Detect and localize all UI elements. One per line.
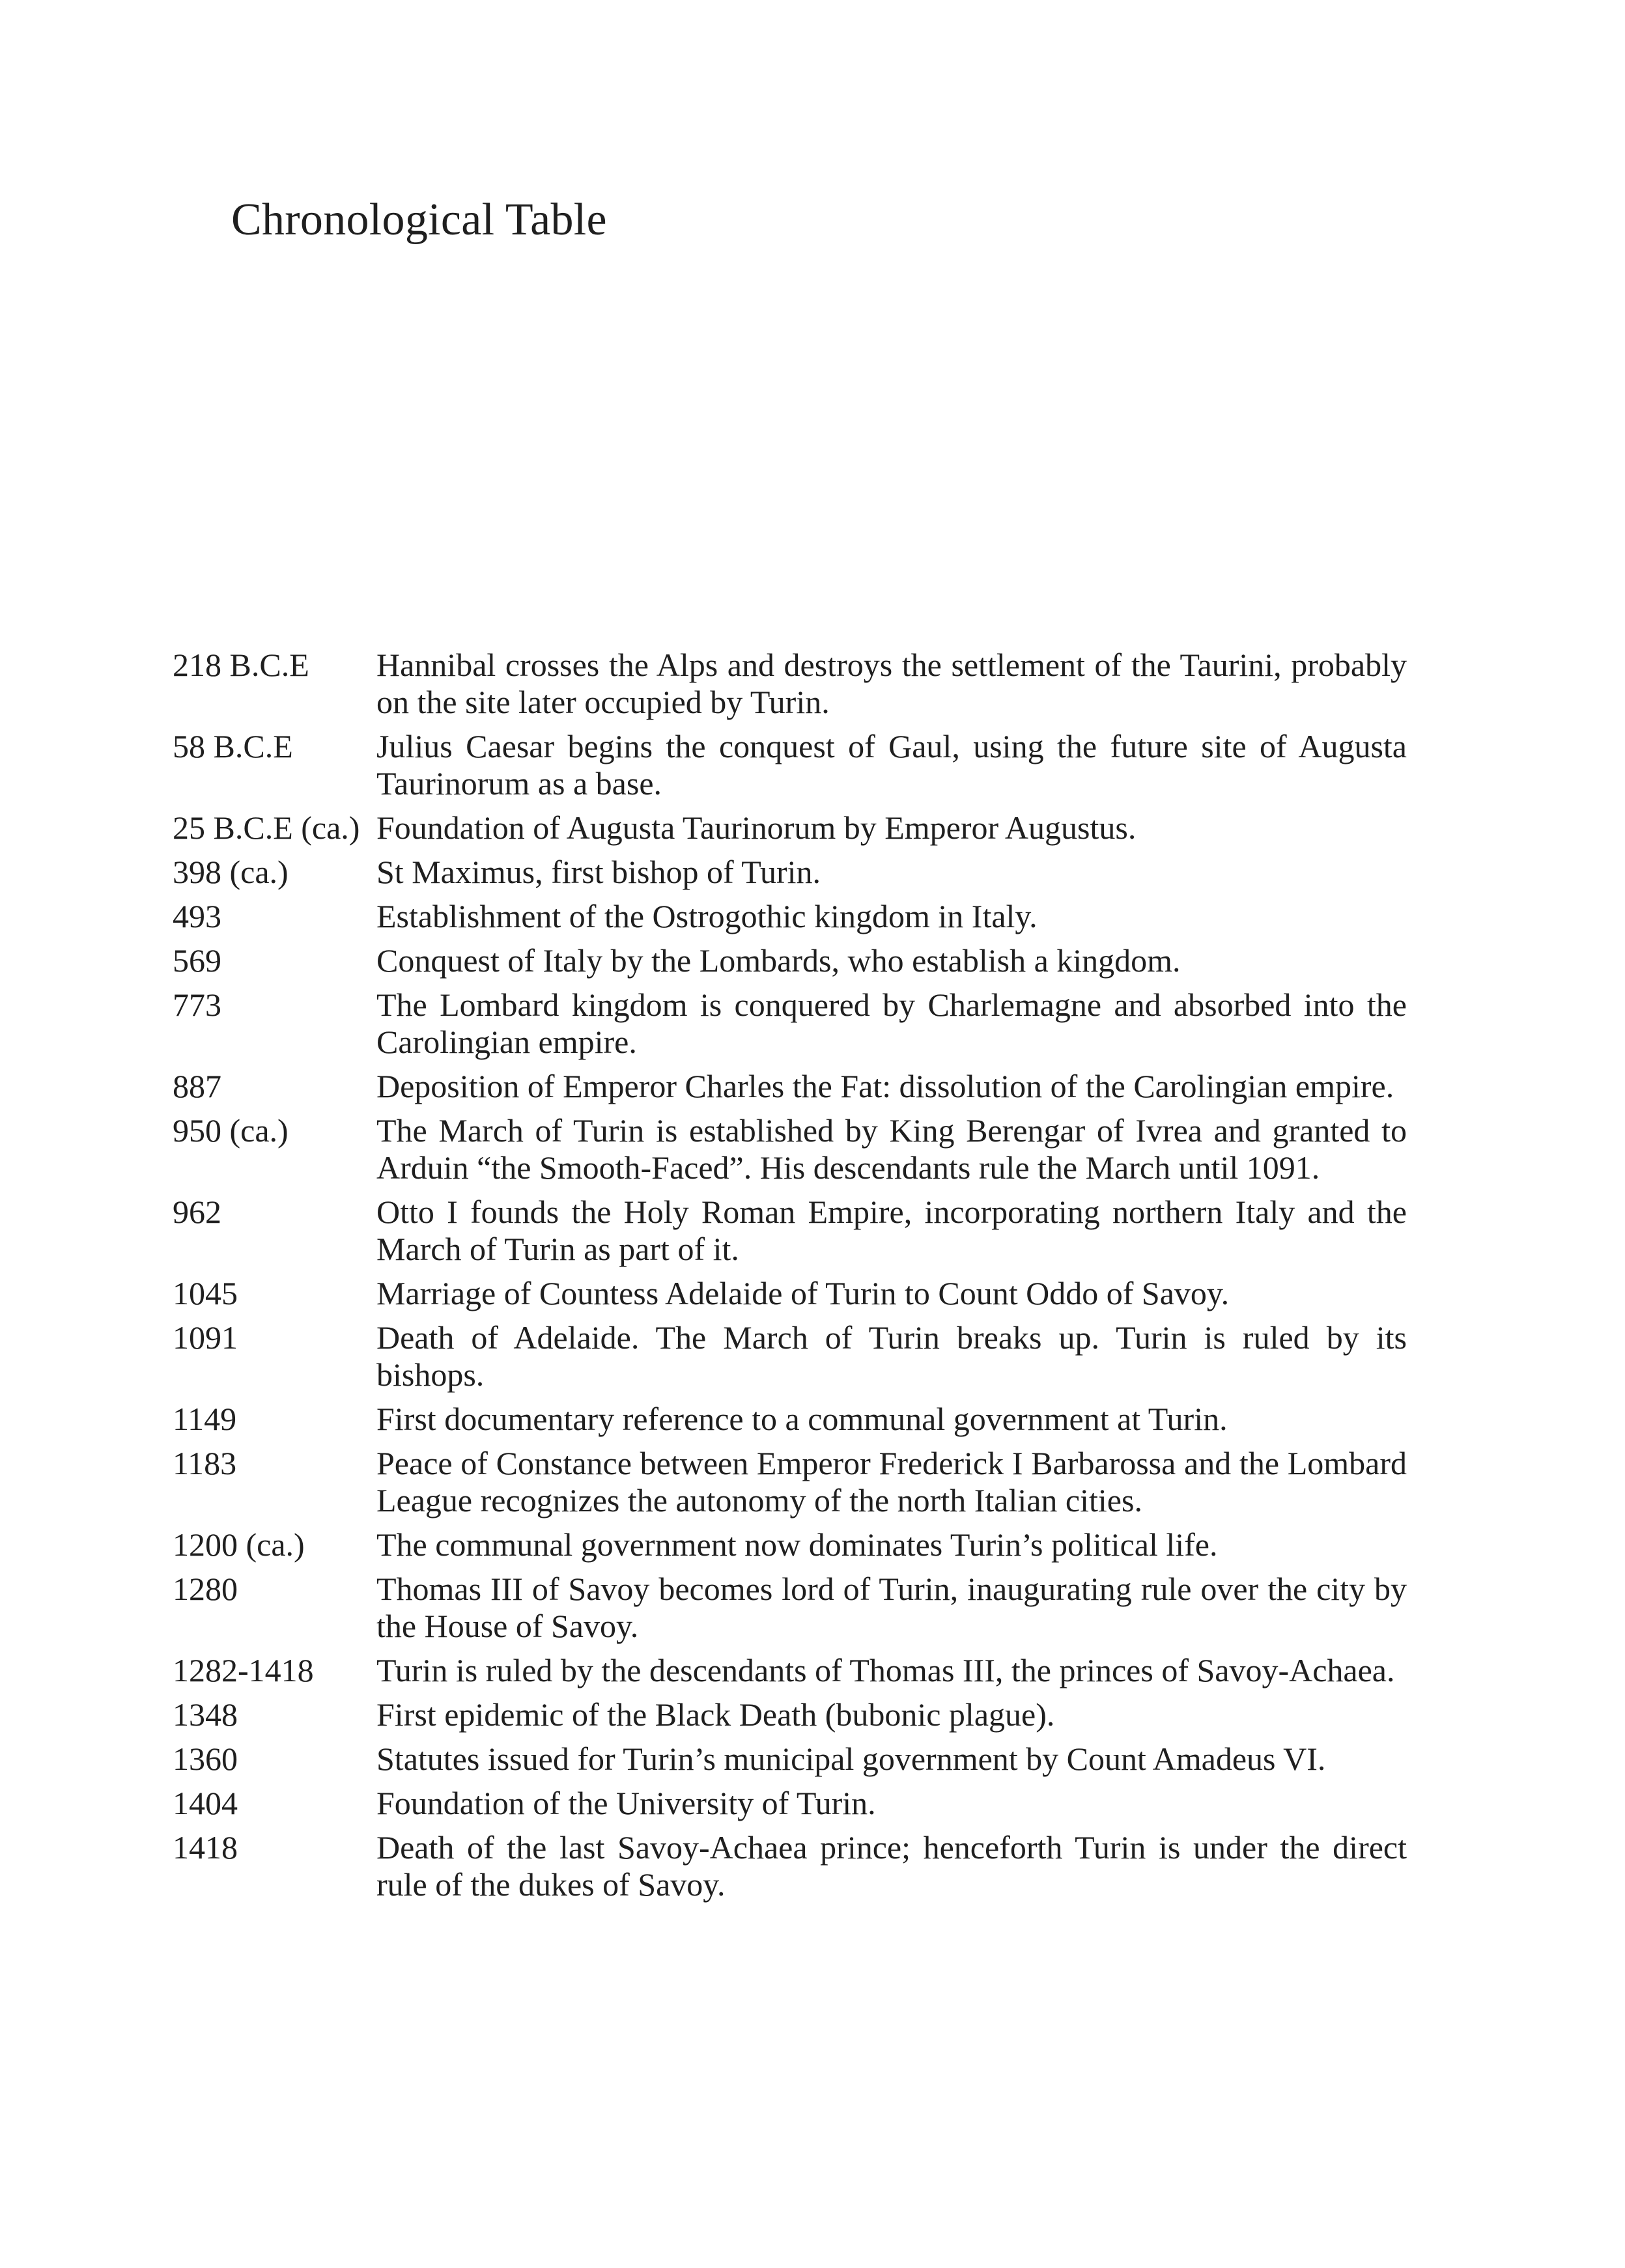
entry-date: 58 B.C.E — [173, 728, 293, 764]
entry-date: 950 (ca.) — [173, 1112, 289, 1149]
entry-event: Deposition of Emperor Charles the Fat: dissolution of the Carolingian empire. — [376, 1068, 1394, 1104]
entry-event: Peace of Constance between Emperor Frederick I Barbarossa and the Lombard League recognizes the autonomy of the north Italian cities. — [376, 1445, 1407, 1519]
entry-event: Death of Adelaide. The March of Turin breaks up. Turin is ruled by its bishops. — [376, 1319, 1407, 1393]
table-row — [173, 647, 1407, 721]
entry-event: Establishment of the Ostrogothic kingdom in Italy. — [376, 898, 1038, 934]
entry-date: 1348 — [173, 1696, 238, 1733]
table-row — [173, 809, 1407, 847]
entry-date: 1091 — [173, 1319, 238, 1356]
table-row — [173, 1401, 1407, 1438]
entry-date: 493 — [173, 898, 221, 934]
entry-event: Otto I founds the Holy Roman Empire, incorporating northern Italy and the March of Turin as part of it. — [376, 1194, 1407, 1267]
entry-date: 1183 — [173, 1445, 237, 1481]
table-row — [173, 942, 1407, 979]
table-row — [173, 1571, 1407, 1645]
entry-date: 773 — [173, 987, 221, 1023]
table-row — [173, 854, 1407, 891]
table-row — [173, 1652, 1407, 1689]
table-row — [173, 1112, 1407, 1186]
entry-date: 1200 (ca.) — [173, 1526, 305, 1563]
table-row — [173, 1068, 1407, 1105]
page-title: Chronological Table — [231, 195, 607, 245]
entry-event: First epidemic of the Black Death (bubonic plague). — [376, 1696, 1055, 1733]
entry-event: The March of Turin is established by King Berengar of Ivrea and granted to Arduin “the Smooth-Faced”. His descendants rule the March until 1091. — [376, 1112, 1407, 1186]
entry-date: 218 B.C.E — [173, 647, 309, 683]
entry-date: 887 — [173, 1068, 221, 1104]
entry-date: 1149 — [173, 1401, 237, 1437]
entry-event: Marriage of Countess Adelaide of Turin to Count Oddo of Savoy. — [376, 1275, 1230, 1311]
chronological-table — [173, 647, 1407, 1911]
entry-date: 1282-1418 — [173, 1652, 314, 1688]
table-row — [173, 728, 1407, 802]
entry-event: Foundation of Augusta Taurinorum by Emperor Augustus. — [376, 809, 1137, 846]
table-row — [173, 1741, 1407, 1778]
entry-event: Statutes issued for Turin’s municipal government by Count Amadeus VI. — [376, 1741, 1326, 1777]
entry-event: St Maximus, first bishop of Turin. — [376, 854, 821, 890]
entry-event: Conquest of Italy by the Lombards, who establish a kingdom. — [376, 942, 1181, 979]
entry-event: Thomas III of Savoy becomes lord of Turin, inaugurating rule over the city by the House of Savoy. — [376, 1571, 1407, 1644]
entry-date: 1418 — [173, 1829, 238, 1866]
entry-event: The communal government now dominates Turin’s political life. — [376, 1526, 1218, 1563]
entry-date: 1360 — [173, 1741, 238, 1777]
table-row — [173, 1829, 1407, 1903]
entry-date: 1404 — [173, 1785, 238, 1821]
entry-event: Turin is ruled by the descendants of Thomas III, the princes of Savoy-Achaea. — [376, 1652, 1395, 1688]
table-row — [173, 1445, 1407, 1519]
entry-event: Death of the last Savoy-Achaea prince; henceforth Turin is under the direct rule of the dukes of Savoy. — [376, 1829, 1407, 1903]
table-row — [173, 1696, 1407, 1733]
table-row — [173, 1526, 1407, 1563]
entry-date: 25 B.C.E (ca.) — [173, 809, 360, 846]
table-row — [173, 1785, 1407, 1822]
entry-date: 569 — [173, 942, 221, 979]
table-row — [173, 1275, 1407, 1312]
entry-date: 398 (ca.) — [173, 854, 289, 890]
table-row — [173, 1194, 1407, 1268]
table-row — [173, 898, 1407, 935]
entry-event: Julius Caesar begins the conquest of Gaul, using the future site of Augusta Taurinorum as a base. — [376, 728, 1407, 802]
entry-date: 962 — [173, 1194, 221, 1230]
entry-date: 1280 — [173, 1571, 238, 1607]
entry-event: Foundation of the University of Turin. — [376, 1785, 876, 1821]
entry-event: Hannibal crosses the Alps and destroys the settlement of the Taurini, probably on the site later occupied by Turin. — [376, 647, 1407, 720]
table-row — [173, 987, 1407, 1061]
entry-event: First documentary reference to a communal government at Turin. — [376, 1401, 1228, 1437]
entry-event: The Lombard kingdom is conquered by Charlemagne and absorbed into the Carolingian empire. — [376, 987, 1407, 1060]
entry-date: 1045 — [173, 1275, 238, 1311]
table-row — [173, 1319, 1407, 1393]
